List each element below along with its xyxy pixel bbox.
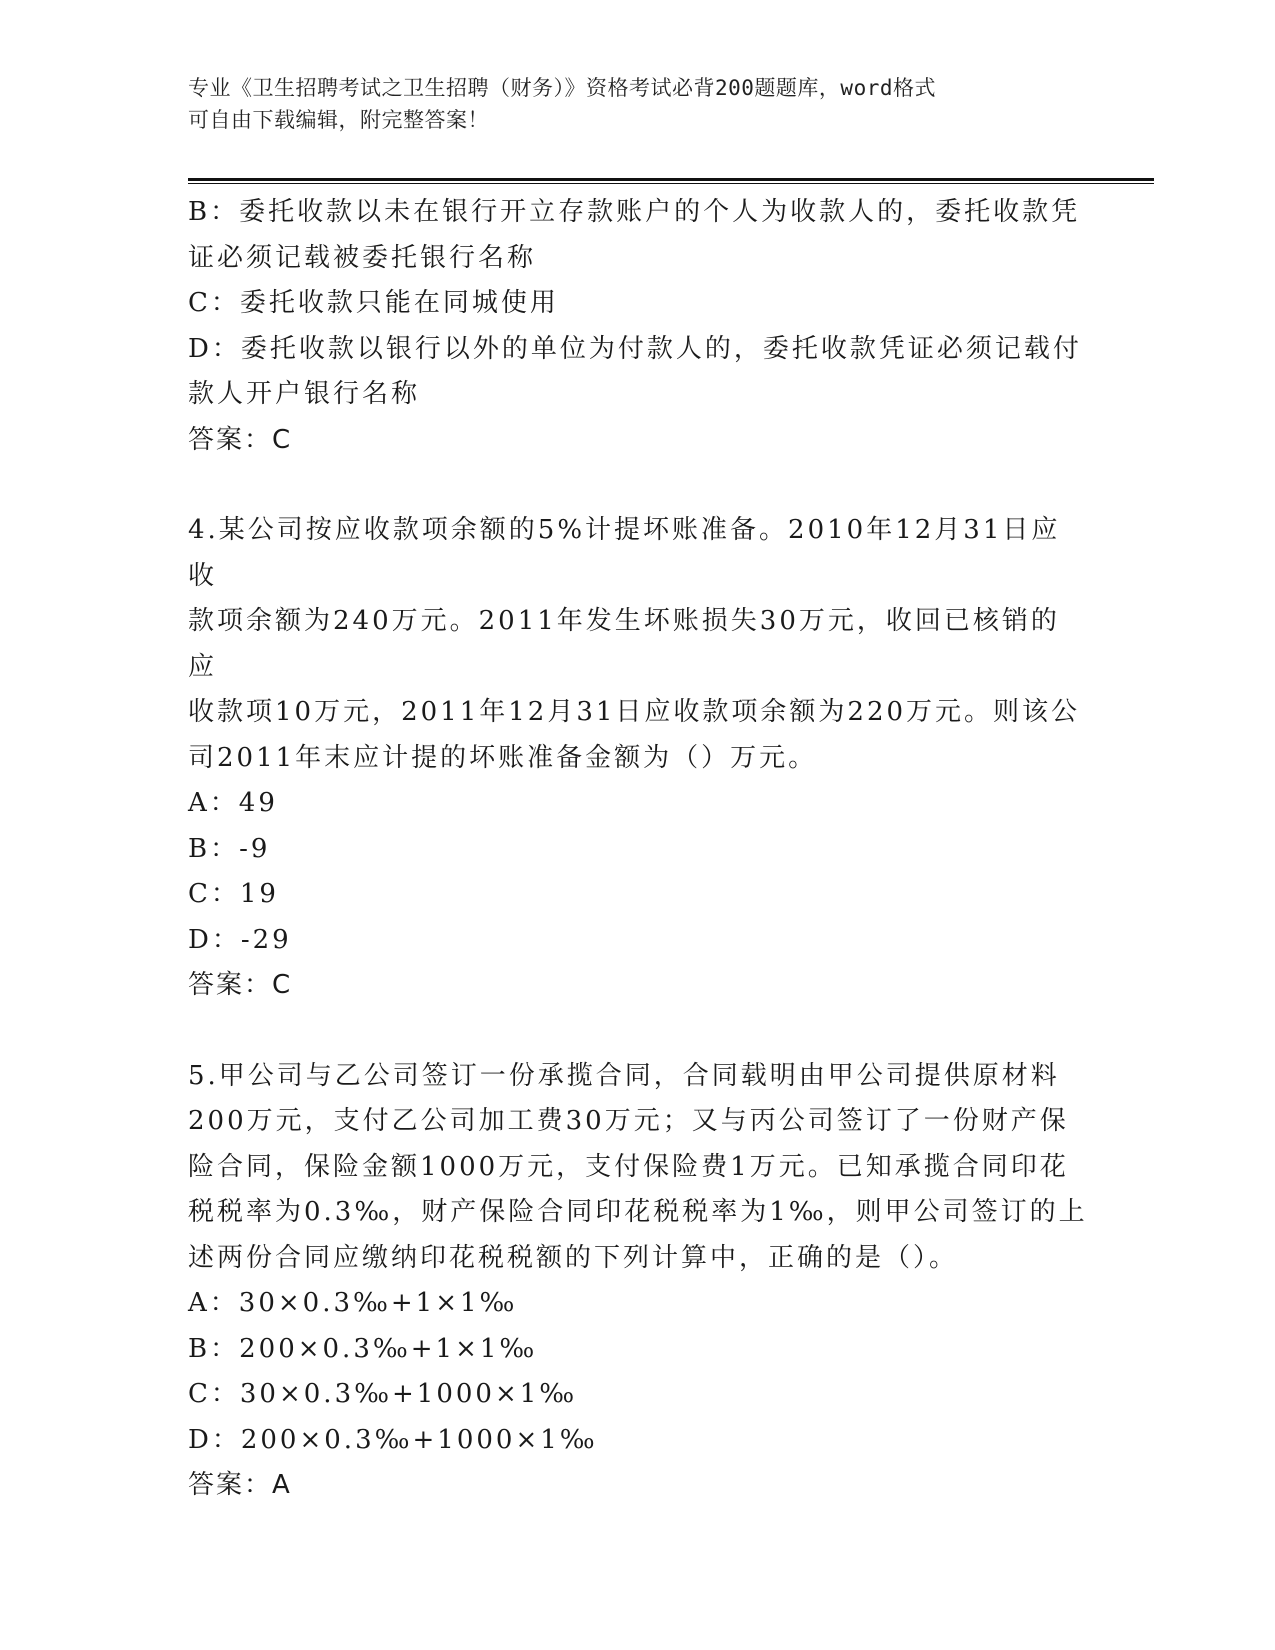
q5-stem-line-2: 200万元，支付乙公司加工费30万元；又与丙公司签订了一份财产保 — [188, 1106, 1069, 1136]
q4-option-b: B：-9 — [188, 833, 271, 864]
q5-option-c: C：30×0.3‰+1000×1‰ — [188, 1379, 578, 1409]
q5-stem-line-5: 述两份合同应缴纳印花税税额的下列计算中，正确的是（）。 — [188, 1242, 959, 1273]
q4-stem-line-1: 4.某公司按应收款项余额的5%计提坏账准备。2010年12月31日应收 — [188, 515, 1061, 591]
q5-option-b: B：200×0.3‰+1×1‰ — [188, 1333, 538, 1364]
header-rule-thin — [188, 183, 1154, 184]
q5-stem-line-3: 险合同，保险金额1000万元，支付保险费1万元。已知承揽合同印花 — [188, 1151, 1069, 1182]
q4-stem-line-2: 款项余额为240万元。2011年发生坏账损失30万元，收回已核销的应 — [188, 606, 1060, 682]
q4-option-c: C：19 — [188, 879, 279, 909]
q4-stem-line-4: 司2011年末应计提的坏账准备金额为（）万元。 — [188, 742, 818, 773]
header-title-line-2: 可自由下载编辑，附完整答案！ — [188, 108, 489, 132]
question-content — [188, 190, 1088, 1509]
question-5 — [188, 1054, 1088, 1509]
q5-option-a: A：30×0.3‰+1×1‰ — [188, 1288, 518, 1318]
header-title-line-1: 专业《卫生招聘考试之卫生招聘（财务）》资格考试必背200题题库，word格式 — [188, 76, 936, 100]
q3-option-d-line-2: 款人开户银行名称 — [188, 379, 421, 409]
q3-option-d-line-1: D：委托收款以银行以外的单位为付款人的，委托收款凭证必须记载付 — [188, 333, 1082, 364]
q5-option-d: D：200×0.3‰+1000×1‰ — [188, 1424, 598, 1455]
q4-stem-line-3: 收款项10万元，2011年12月31日应收款项余额为220万元。则该公 — [188, 697, 1081, 727]
question-4 — [188, 508, 1088, 1009]
q4-answer: 答案：C — [188, 970, 293, 1000]
question-spacer — [188, 463, 1088, 508]
q4-option-d: D：-29 — [188, 924, 292, 955]
question-3-continued — [188, 190, 1088, 463]
question-spacer — [188, 1009, 1088, 1054]
q4-option-a: A：49 — [188, 788, 278, 818]
header-rule-thick — [188, 178, 1154, 181]
q5-stem-line-4: 税税率为0.3‰，财产保险合同印花税税率为1‰，则甲公司签订的上 — [188, 1197, 1088, 1227]
q3-option-c: C：委托收款只能在同城使用 — [188, 288, 559, 318]
q3-option-b-line-2: 证必须记载被委托银行名称 — [188, 242, 537, 273]
document-header — [188, 72, 1068, 136]
q3-answer: 答案：C — [188, 424, 293, 455]
q5-stem-line-1: 5.甲公司与乙公司签订一份承揽合同，合同载明由甲公司提供原材料 — [188, 1060, 1060, 1091]
q3-option-b-line-1: B：委托收款以未在银行开立存款账户的个人为收款人的，委托收款凭 — [188, 197, 1081, 227]
q5-answer: 答案：A — [188, 1470, 292, 1500]
